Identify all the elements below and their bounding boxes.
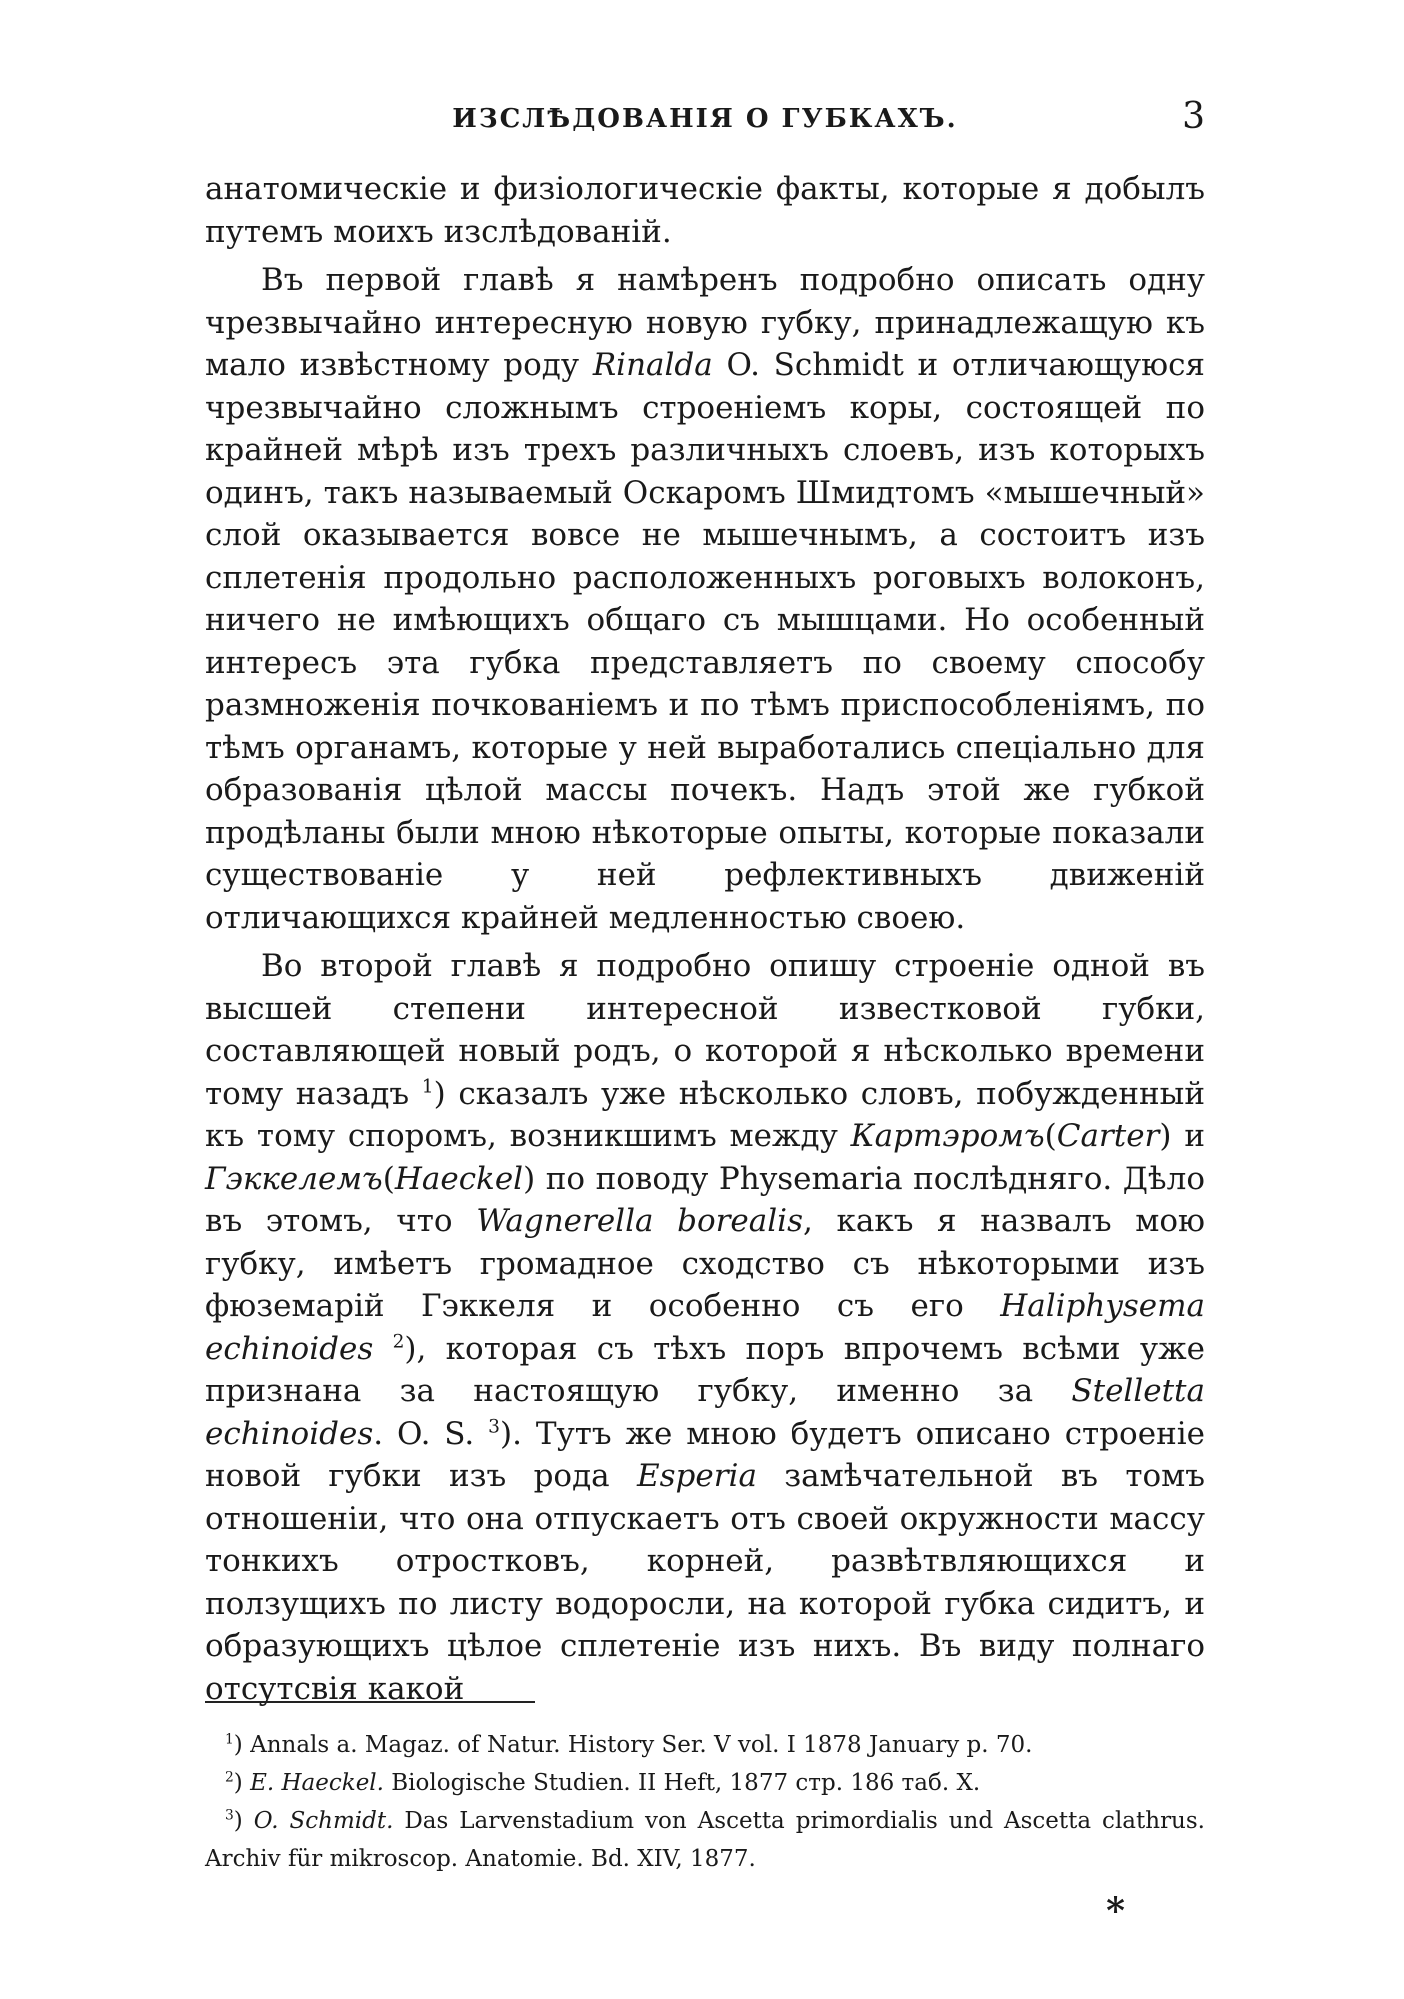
- footnote-3: $^3$) O. Schmidt. Das Larvenstadium von Ascetta primordialis und Ascetta clathrus. Archiv für mikroscop. Anatomie. Bd. XIV, 1877.: [205, 1807, 1205, 1872]
- paragraph-3: Во второй главѣ я подробно опишу строеніе одной въ высшей степени интересной известковой губки, составляющей новый родъ, о которой я нѣсколько времени тому назадъ $^1$) сказалъ уже нѣсколько словъ, побужденный къ тому споромъ, возникшимъ между Картэромъ(Carter) и Гэккелемъ(Haeckel) по поводу Physemaria послѣдняго. Дѣло въ этомъ, что Wagnerella borealis, какъ я назвалъ мою губку, имѣетъ громадное сходство съ нѣкоторыми изъ фюземарій Гэккеля и особенно съ его Haliphysema echinoides $^2$), которая съ тѣхъ поръ впрочемъ всѣми уже признана за настоящую губку, именно за Stelletta echinoides. O. S. $^3$). Тутъ же мною будетъ описано строеніе новой губки изъ рода Esperia замѣчательной въ томъ отношеніи, что она отпускаетъ отъ своей окружности массу тонкихъ отростковъ, корней, развѣтвляющихся и ползущихъ по листу водоросли, на которой губка сидитъ, и образующихъ цѣлое сплетеніе изъ нихъ. Въ виду полнаго отсутсвія какой: [205, 948, 1206, 1707]
- footnote-1: $^1$) Annals a. Magaz. of Natur. History Ser. V vol. I 1878 January p. 70.: [225, 1731, 1033, 1758]
- paragraph-2: Въ первой главѣ я намѣренъ подробно описать одну чрезвычайно интересную новую губку, принадлежащую къ мало извѣстному роду Rinalda O. Schmidt и отличающуюся чрезвычайно сложнымъ строеніемъ коры, состоящей по крайней мѣрѣ изъ трехъ различныхъ слоевъ, изъ которыхъ одинъ, такъ называемый Оскаромъ Шмидтомъ «мышечный» слой оказывается вовсе не мышечнымъ, а состоитъ изъ сплетенія продольно расположенныхъ роговыхъ волоконъ, ничего не имѣющихъ общаго съ мышцами. Но особенный интересъ эта губка представляетъ по своему способу размноженія почкованіемъ и по тѣмъ приспособленіямъ, по тѣмъ органамъ, которые у ней выработались спеціально для образованія цѣлой массы почекъ. Надъ этой же губкой продѣланы были мною нѣкоторые опыты, которые показали существованіе у ней рефлективныхъ движеній отличающихся крайней медленностью своею.: [205, 262, 1205, 936]
- running-head: ИЗСЛѢДОВАНІЯ О ГУБКАХЪ.: [452, 104, 958, 134]
- page-header: [205, 92, 1205, 148]
- paragraph-1: анатомическіе и физіологическіе факты, которые я добылъ путемъ моихъ изслѣдованій.: [205, 171, 1205, 250]
- footnote-ref-3: 3: [488, 1416, 501, 1438]
- genus-rinalda: Rinalda: [592, 347, 713, 383]
- species-stelletta: Stelletta echinoides: [205, 1373, 1205, 1452]
- footnote-2: $^2$) E. Haeckel. Biologische Studien. II Heft, 1877 стр. 186 таб. X.: [225, 1769, 981, 1796]
- footnotes: [205, 1726, 1205, 1878]
- species-haliphysema: Haliphysema echinoides: [205, 1288, 1205, 1367]
- footnote-ref-2: 2: [392, 1331, 405, 1353]
- page-number: 3: [1182, 96, 1205, 137]
- footnote-divider: [205, 1701, 535, 1703]
- main-text: [205, 168, 1205, 1716]
- genus-esperia: Esperia: [636, 1458, 757, 1494]
- species-wagnerella: Wagnerella borealis: [476, 1203, 803, 1239]
- signature-mark: *: [1106, 1890, 1125, 1932]
- footnote-ref-1: 1: [421, 1076, 434, 1098]
- book-page: [205, 0, 1205, 1999]
